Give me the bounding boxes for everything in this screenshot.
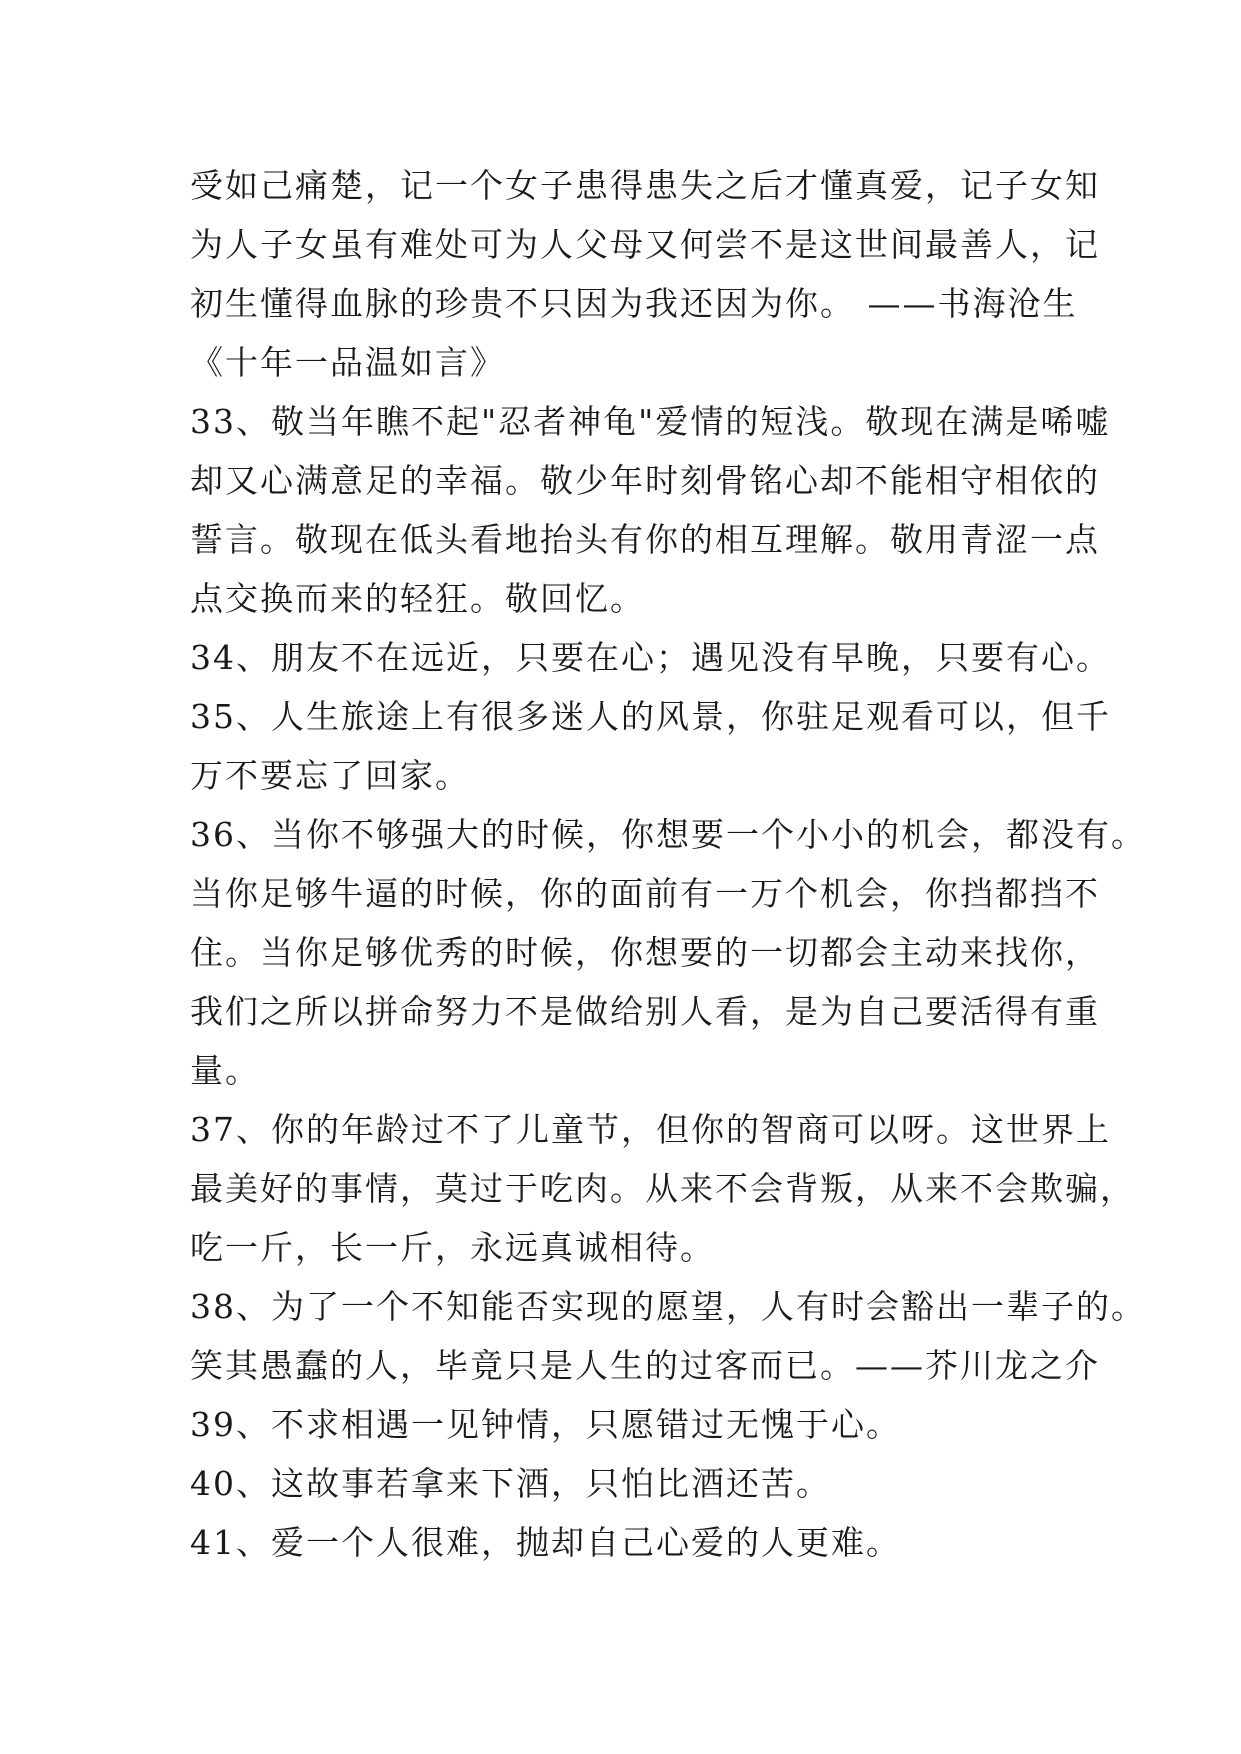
text-line: 最美好的事情，莫过于吃肉。从来不会背叛，从来不会欺骗， [190, 1169, 1135, 1208]
text-line: 初生懂得血脉的珍贵不只因为我还因为你。 ——书海沧生 [190, 284, 1078, 323]
text-line: 万不要忘了回家。 [190, 756, 470, 795]
text-line: 39、不求相遇一见钟情，只愿错过无愧于心。 [190, 1405, 901, 1444]
text-line: 33、敬当年瞧不起"忍者神龟"爱情的短浅。敬现在满是唏嘘 [190, 402, 1111, 441]
text-line: 为人子女虽有难处可为人父母又何尝不是这世间最善人，记 [190, 225, 1100, 264]
text-line: 我们之所以拼命努力不是做给别人看，是为自己要活得有重 [190, 992, 1100, 1031]
text-line: 当你足够牛逼的时候，你的面前有一万个机会，你挡都挡不 [190, 874, 1100, 913]
text-line: 40、这故事若拿来下酒，只怕比酒还苦。 [190, 1464, 831, 1503]
text-line: 36、当你不够强大的时候，你想要一个小小的机会，都没有。 [190, 815, 1146, 854]
text-line: 《十年一品温如言》 [190, 343, 505, 382]
text-line: 41、爱一个人很难，抛却自己心爱的人更难。 [190, 1523, 901, 1562]
text-line: 住。当你足够优秀的时候，你想要的一切都会主动来找你， [190, 933, 1100, 972]
text-line: 点交换而来的轻狂。敬回忆。 [190, 579, 645, 618]
text-line: 吃一斤，长一斤，永远真诚相待。 [190, 1228, 715, 1267]
text-line: 37、你的年龄过不了儿童节，但你的智商可以呀。这世界上 [190, 1110, 1111, 1149]
text-line: 35、人生旅途上有很多迷人的风景，你驻足观看可以，但千 [190, 697, 1111, 736]
text-line: 量。 [190, 1051, 260, 1090]
text-line: 38、为了一个不知能否实现的愿望，人有时会豁出一辈子的。 [190, 1287, 1146, 1326]
text-line: 34、朋友不在远近，只要在心；遇见没有早晚，只要有心。 [190, 638, 1111, 677]
text-line: 誓言。敬现在低头看地抬头有你的相互理解。敬用青涩一点 [190, 520, 1100, 559]
text-line: 受如己痛楚，记一个女子患得患失之后才懂真爱，记子女知 [190, 166, 1100, 205]
text-line: 笑其愚蠢的人，毕竟只是人生的过客而已。——芥川龙之介 [190, 1346, 1100, 1385]
text-line: 却又心满意足的幸福。敬少年时刻骨铭心却不能相守相依的 [190, 461, 1100, 500]
body-text [190, 156, 1146, 1572]
